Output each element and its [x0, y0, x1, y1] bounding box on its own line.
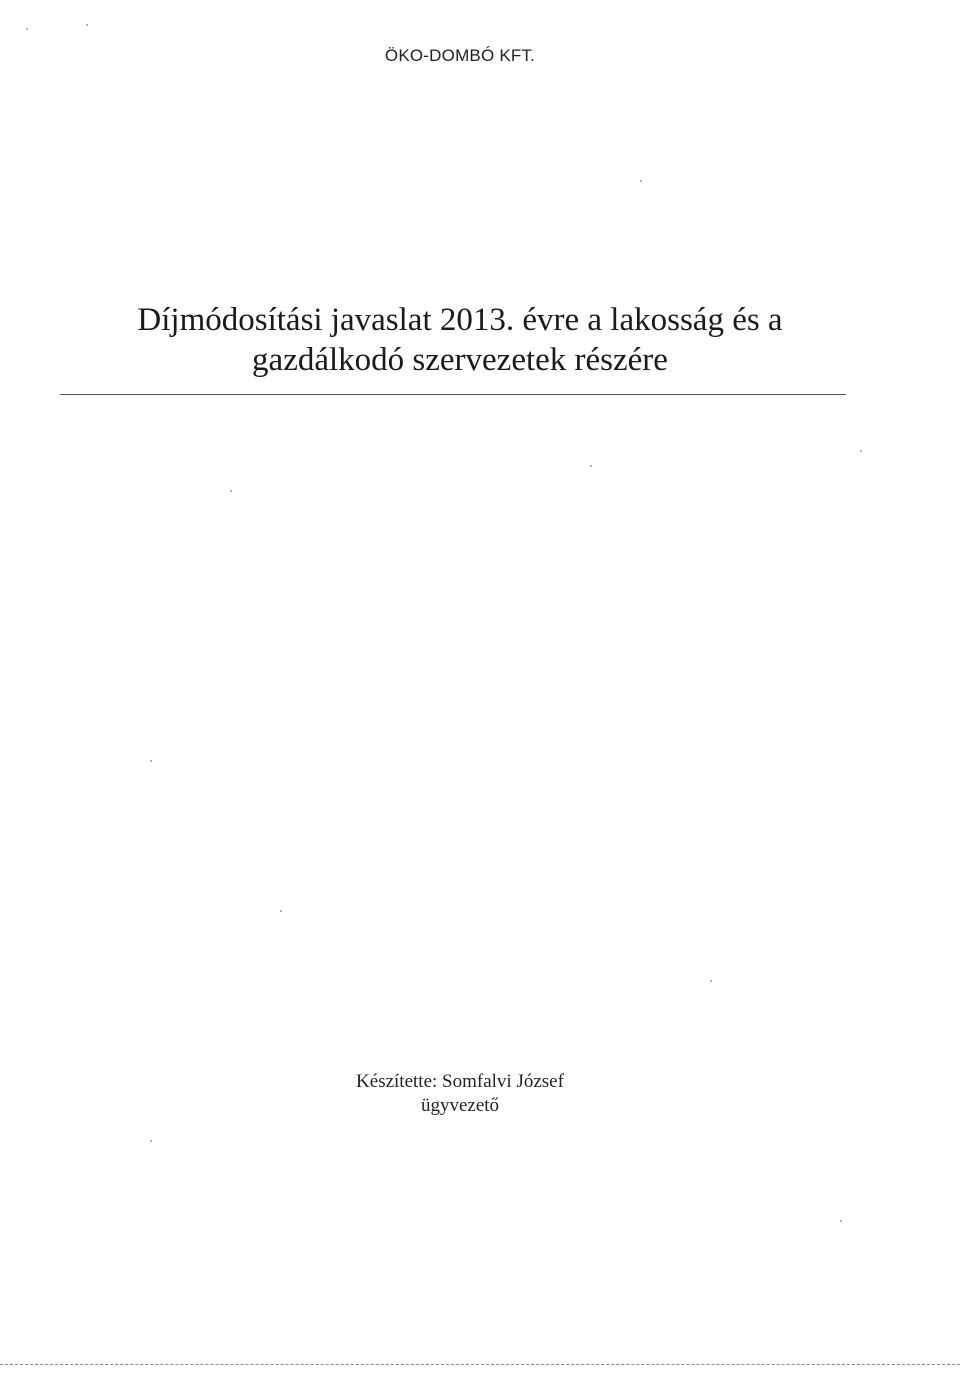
scan-speck: [710, 980, 712, 982]
author-block: [0, 1070, 920, 1118]
scan-bottom-edge: [0, 1364, 960, 1365]
scan-speck: [230, 490, 232, 492]
document-title: [40, 300, 880, 380]
scan-speck: [150, 760, 152, 762]
scan-speck: [840, 1220, 842, 1222]
scan-speck: [640, 180, 642, 182]
title-divider: [60, 394, 846, 395]
scan-speck: [150, 1140, 152, 1142]
scan-speck: [280, 910, 282, 912]
scan-speck: [590, 465, 592, 467]
author-position: ügyvezető: [420, 1095, 500, 1116]
prepared-by: Készítette: Somfalvi József: [356, 1071, 564, 1092]
scan-speck: [26, 28, 28, 30]
company-name: ÖKO-DOMBÓ KFT.: [384, 46, 536, 65]
scan-speck: [86, 24, 88, 26]
title-line-2: gazdálkodó szervezetek részére: [252, 342, 668, 378]
title-line-1: Díjmódosítási javaslat 2013. évre a lakosság és a: [137, 302, 783, 338]
scan-speck: [860, 450, 862, 452]
